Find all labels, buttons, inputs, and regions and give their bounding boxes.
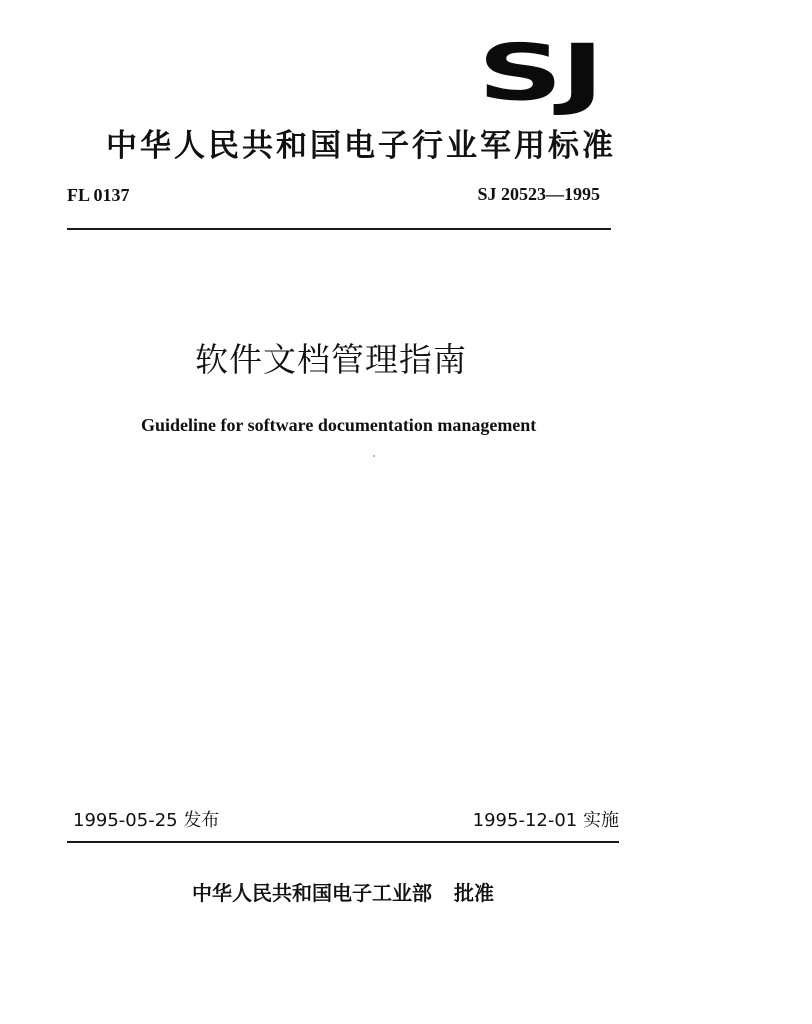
- effective-date: 1995-12-01 实施: [472, 810, 619, 831]
- approval-word: 批准: [454, 881, 494, 905]
- approval-line: [192, 880, 494, 906]
- approver-name: 中华人民共和国电子工业部: [192, 881, 432, 905]
- sj-logo: [462, 28, 602, 119]
- classification-code: FL 0137: [67, 185, 130, 205]
- standard-title: 中华人民共和国电子行业军用标准: [106, 128, 616, 164]
- issue-date: 1995-05-25 发布: [73, 810, 220, 831]
- document-title-cn: 软件文档管理指南: [195, 340, 467, 379]
- scan-speck: [373, 455, 375, 457]
- header-divider: [67, 228, 611, 230]
- sj-logo-text: SJ: [477, 28, 602, 119]
- standard-number: SJ 20523—1995: [477, 184, 600, 204]
- document-title-en: Guideline for software documentation management: [141, 415, 537, 435]
- footer-divider: [67, 841, 619, 843]
